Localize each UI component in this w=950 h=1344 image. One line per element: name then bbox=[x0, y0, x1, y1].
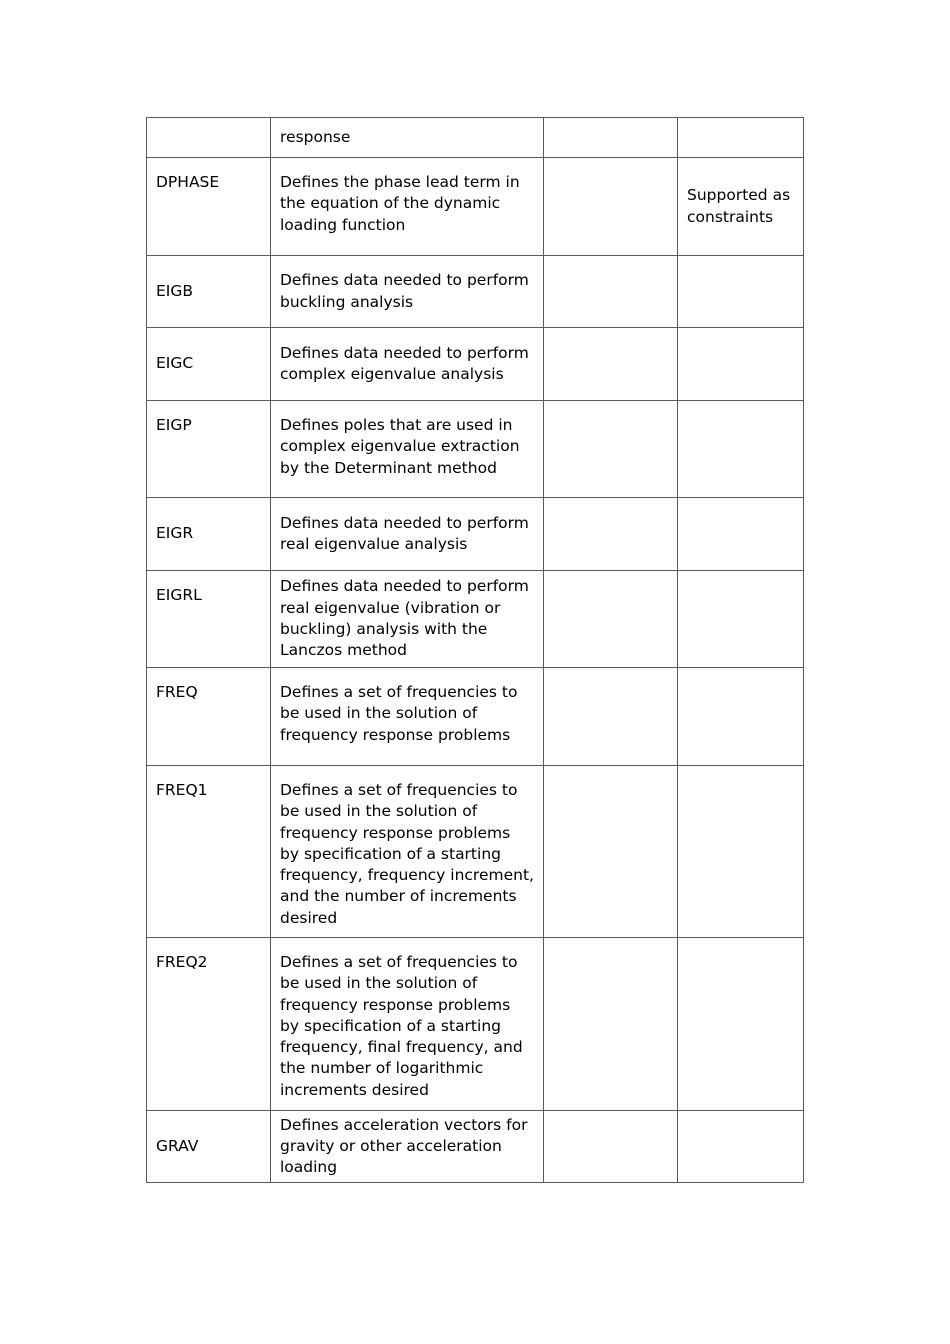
card-col3 bbox=[544, 118, 678, 158]
card-col3 bbox=[544, 498, 678, 571]
table-row bbox=[147, 328, 804, 401]
card-notes bbox=[678, 938, 804, 1111]
card-name: FREQ2 bbox=[147, 938, 271, 1111]
card-description: Defines the phase lead term in the equation of the dynamic loading function bbox=[271, 158, 544, 256]
table-row bbox=[147, 158, 804, 256]
card-name: FREQ1 bbox=[147, 766, 271, 938]
card-description: Defines data needed to perform real eigenvalue (vibration or buckling) analysis with the Lanczos method bbox=[271, 571, 544, 668]
card-notes bbox=[678, 118, 804, 158]
card-description: Defines a set of frequencies to be used in the solution of frequency response problems bbox=[271, 668, 544, 766]
table-row bbox=[147, 571, 804, 668]
table-row bbox=[147, 118, 804, 158]
card-notes: Supported as constraints bbox=[678, 158, 804, 256]
card-notes bbox=[678, 1111, 804, 1183]
table-row bbox=[147, 401, 804, 498]
card-name: EIGB bbox=[147, 256, 271, 328]
card-description: Defines acceleration vectors for gravity or other acceleration loading bbox=[271, 1111, 544, 1183]
card-description: Defines poles that are used in complex eigenvalue extraction by the Determinant method bbox=[271, 401, 544, 498]
card-name: EIGR bbox=[147, 498, 271, 571]
card-notes bbox=[678, 668, 804, 766]
card-description: response bbox=[271, 118, 544, 158]
card-notes bbox=[678, 256, 804, 328]
card-notes bbox=[678, 328, 804, 401]
card-col3 bbox=[544, 766, 678, 938]
card-name: EIGP bbox=[147, 401, 271, 498]
card-col3 bbox=[544, 571, 678, 668]
card-col3 bbox=[544, 328, 678, 401]
card-name: EIGC bbox=[147, 328, 271, 401]
card-col3 bbox=[544, 938, 678, 1111]
card-notes bbox=[678, 766, 804, 938]
card-description: Defines a set of frequencies to be used in the solution of frequency response problems by specification of a starting frequency, frequency increment, and the number of increments desired bbox=[271, 766, 544, 938]
table-row bbox=[147, 766, 804, 938]
table-row bbox=[147, 668, 804, 766]
card-notes bbox=[678, 571, 804, 668]
table-row bbox=[147, 1111, 804, 1183]
table-row bbox=[147, 256, 804, 328]
bulk-data-table bbox=[146, 117, 804, 1183]
card-description: Defines a set of frequencies to be used in the solution of frequency response problems by specification of a starting frequency, final frequency, and the number of logarithmic increments desired bbox=[271, 938, 544, 1111]
card-col3 bbox=[544, 158, 678, 256]
card-col3 bbox=[544, 256, 678, 328]
card-name: EIGRL bbox=[147, 571, 271, 668]
card-description: Defines data needed to perform buckling analysis bbox=[271, 256, 544, 328]
table-row bbox=[147, 938, 804, 1111]
card-name: DPHASE bbox=[147, 158, 271, 256]
card-name bbox=[147, 118, 271, 158]
card-notes bbox=[678, 498, 804, 571]
card-col3 bbox=[544, 1111, 678, 1183]
card-name: GRAV bbox=[147, 1111, 271, 1183]
table-row bbox=[147, 498, 804, 571]
card-col3 bbox=[544, 401, 678, 498]
card-notes bbox=[678, 401, 804, 498]
card-description: Defines data needed to perform real eigenvalue analysis bbox=[271, 498, 544, 571]
card-name: FREQ bbox=[147, 668, 271, 766]
card-description: Defines data needed to perform complex eigenvalue analysis bbox=[271, 328, 544, 401]
card-col3 bbox=[544, 668, 678, 766]
